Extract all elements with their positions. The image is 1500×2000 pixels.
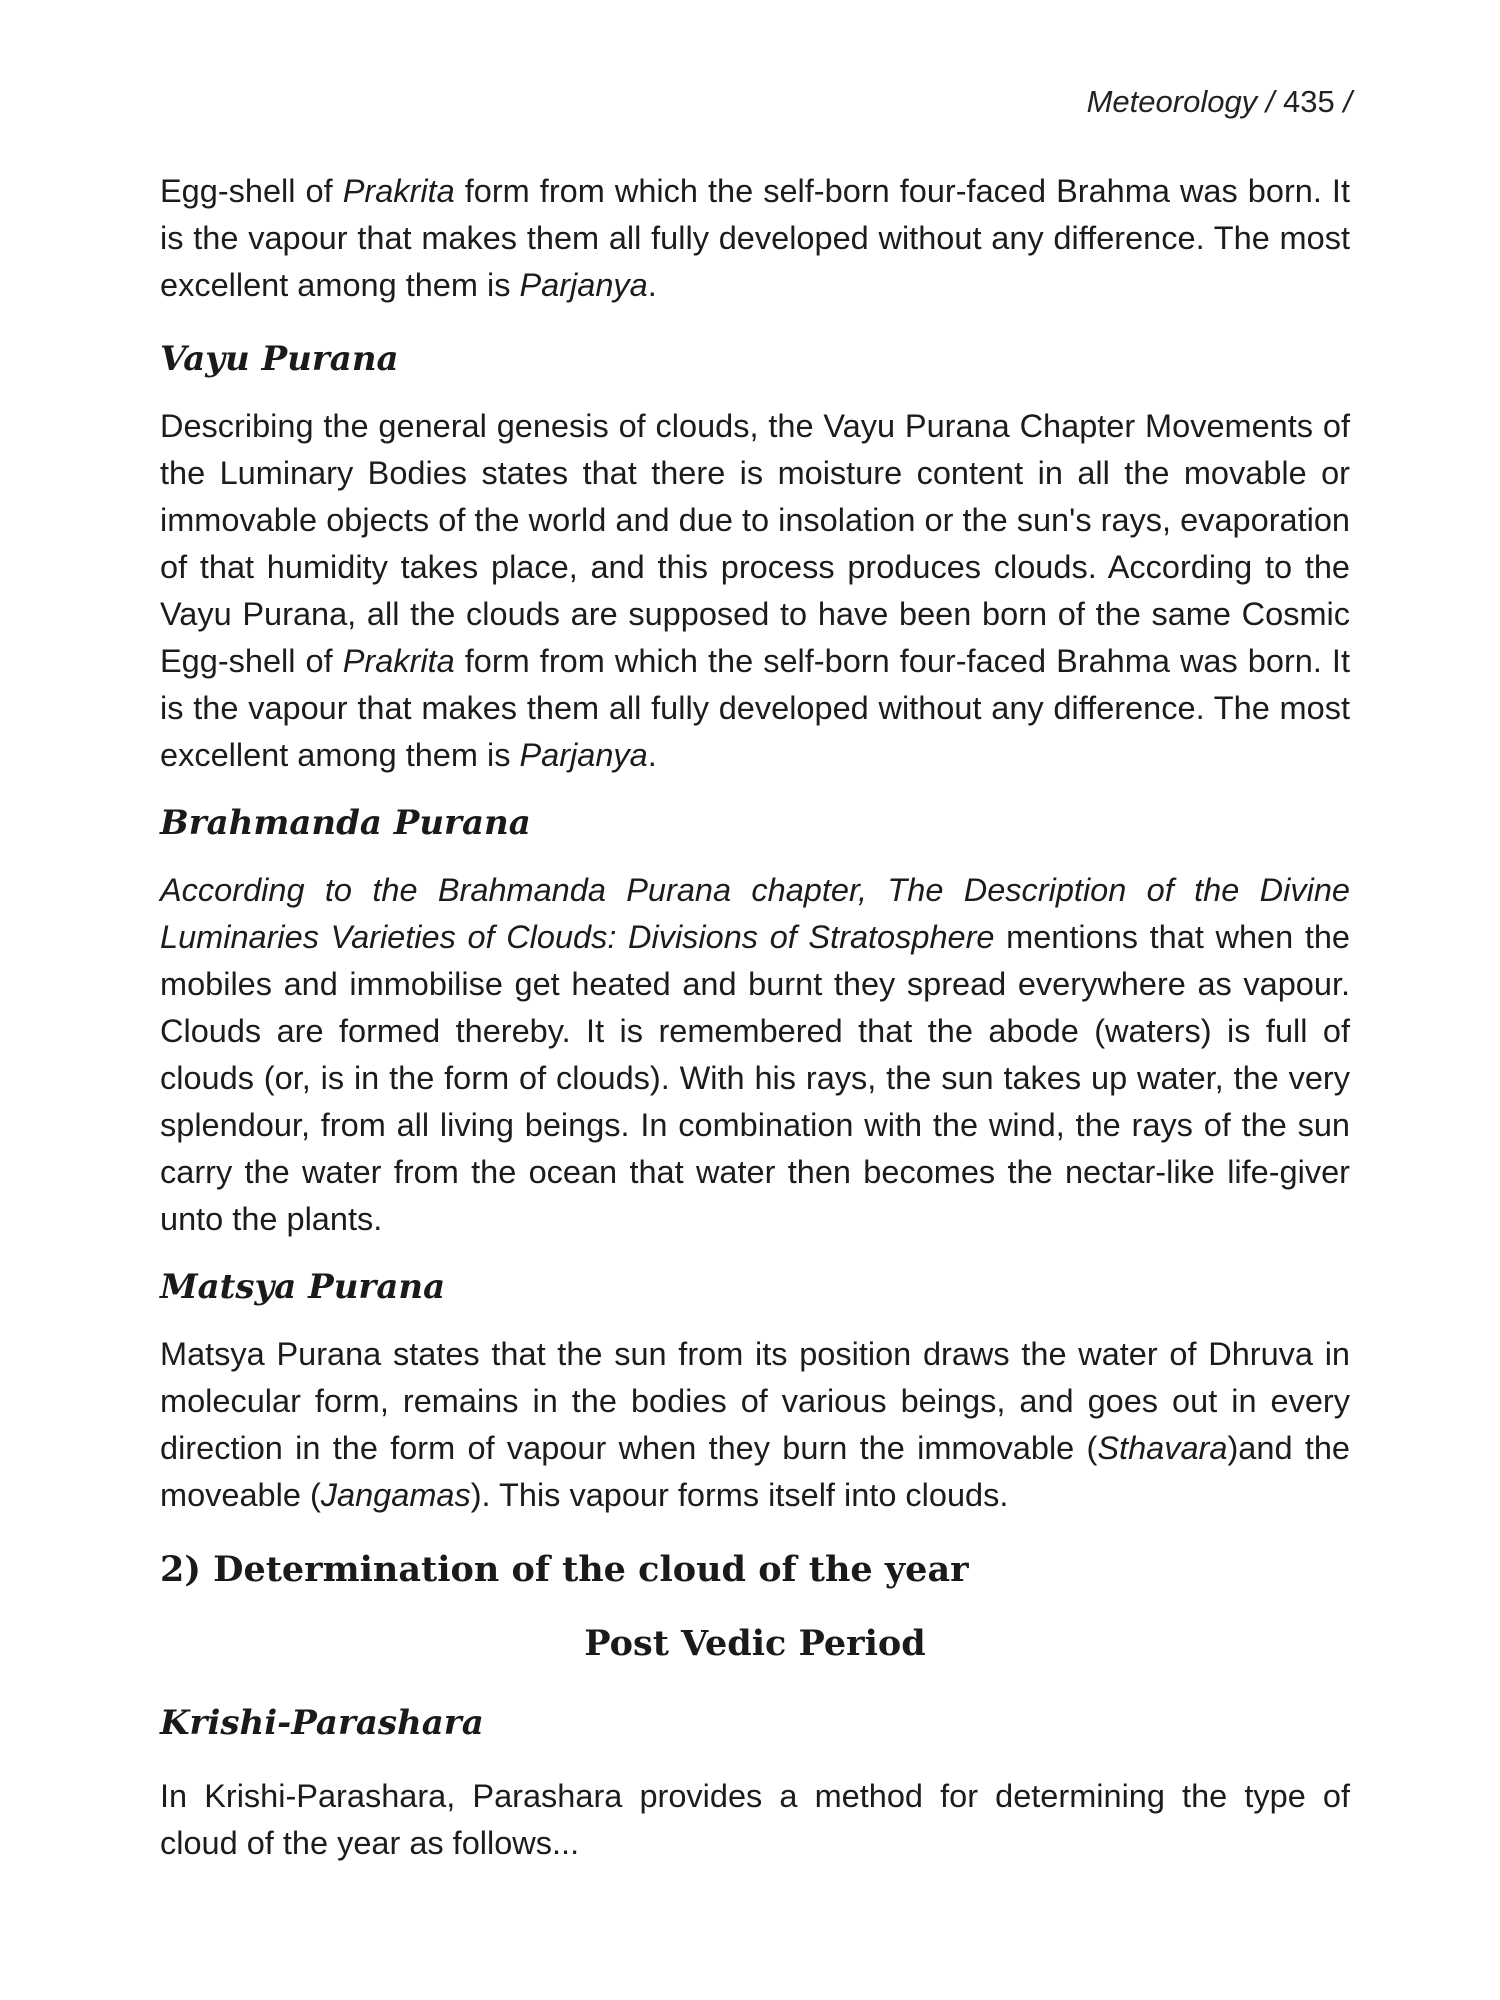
term-parjanya: Parjanya bbox=[519, 737, 648, 773]
term-parjanya: Parjanya bbox=[519, 267, 648, 303]
paragraph-intro: Egg-shell of Prakrita form from which the self-born four-faced Brahma was born. It is the vapour that makes them all fully developed without any difference. The most excellent among them is Parjanya. bbox=[160, 173, 1350, 303]
running-head-trail: / bbox=[1334, 84, 1352, 119]
term-jangamas: Jangamas bbox=[320, 1477, 471, 1513]
term-prakrita: Prakrita bbox=[342, 173, 455, 209]
heading-vayu-purana: Vayu Purana bbox=[160, 339, 399, 379]
page-number: 435 bbox=[1283, 84, 1335, 119]
term-prakrita: Prakrita bbox=[342, 643, 455, 679]
chapter-title: According to the Brahmanda Purana chapter, The Description of the Divine Luminaries Varieties of Clouds: Divisions of Stratosphere bbox=[160, 872, 1350, 955]
running-head bbox=[1087, 84, 1352, 120]
running-head-title: Meteorology bbox=[1086, 84, 1258, 119]
section-heading: 2) Determination of the cloud of the year bbox=[160, 1549, 969, 1590]
paragraph-matsya-purana: Matsya Purana states that the sun from its position draws the water of Dhruva in molecular form, remains in the bodies of various beings, and goes out in every direction in the form of vapour when they burn the immovable (Sthavara)and the moveable (Jangamas). This vapour forms itself into clouds. bbox=[160, 1336, 1350, 1513]
paragraph-vayu-purana: Describing the general genesis of clouds, the Vayu Purana Chapter Movements of the Luminary Bodies states that there is moisture content in all the movable or immovable objects of the world and due to insolation or the sun's rays, evaporation of that humidity takes place, and this process produces clouds. According to the Vayu Purana, all the clouds are supposed to have been born of the same Cosmic Egg-shell of Prakrita form from which the self-born four-faced Brahma was born. It is the vapour that makes them all fully developed without any difference. The most excellent among them is Parjanya. bbox=[160, 408, 1350, 773]
period-heading: Post Vedic Period bbox=[584, 1623, 926, 1664]
heading-matsya-purana: Matsya Purana bbox=[160, 1267, 446, 1307]
running-head-separator: / bbox=[1257, 84, 1284, 119]
term-sthavara: Sthavara bbox=[1097, 1430, 1228, 1466]
paragraph-brahmanda-purana: According to the Brahmanda Purana chapter, The Description of the Divine Luminaries Varieties of Clouds: Divisions of Stratosphere mentions that when the mobiles and immobilise get heated and burnt they spread everywhere as vapour. Clouds are formed thereby. It is remembered that the abode (waters) is full of clouds (or, is in the form of clouds). With his rays, the sun takes up water, the very splendour, from all living beings. In combination with the wind, the rays of the sun carry the water from the ocean that water then becomes the nectar-like life-giver unto the plants. bbox=[160, 872, 1350, 1237]
page-content bbox=[160, 168, 1350, 1867]
heading-krishi-parashara: Krishi-Parashara bbox=[160, 1703, 484, 1743]
heading-brahmanda-purana: Brahmanda Purana bbox=[160, 803, 531, 843]
paragraph-krishi-parashara: In Krishi-Parashara, Parashara provides a method for determining the type of cloud of the year as follows... bbox=[160, 1778, 1350, 1861]
